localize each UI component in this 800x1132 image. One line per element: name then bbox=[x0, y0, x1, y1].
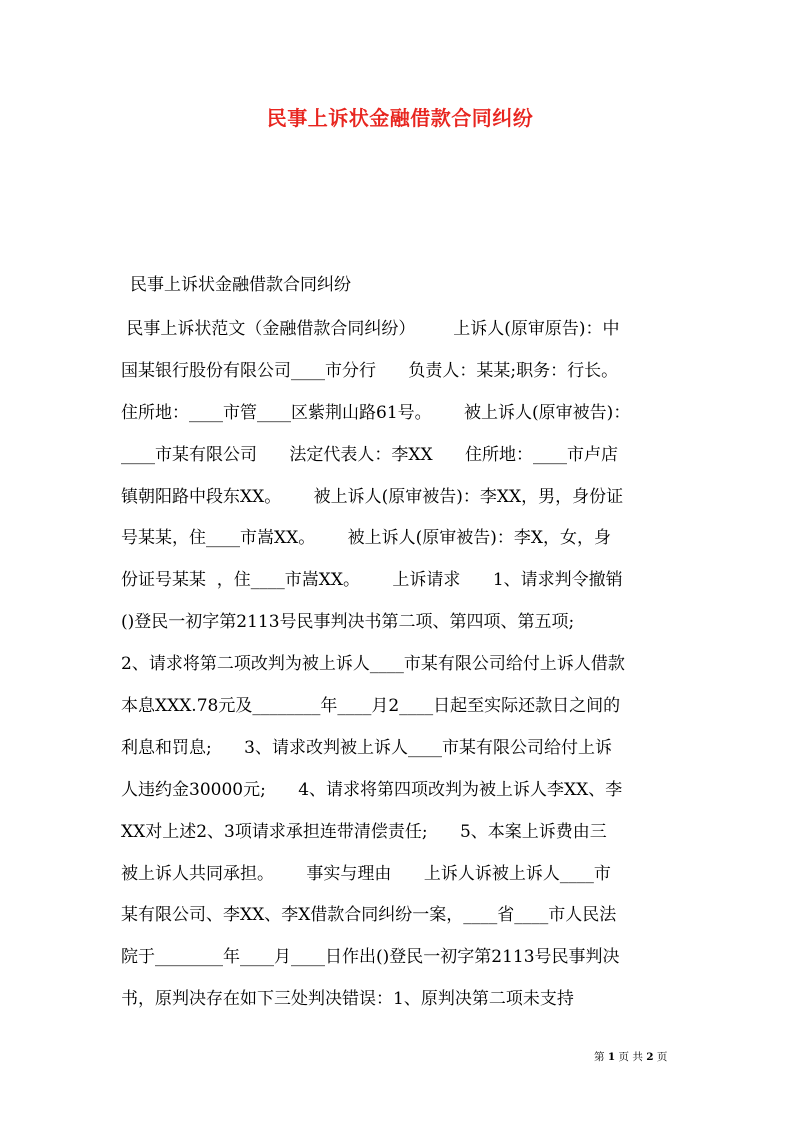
page-footer bbox=[594, 1050, 667, 1064]
body-line: 号某某，住____市嵩XX。 被上诉人(原审被告)：李X，女，身 bbox=[121, 528, 611, 549]
footer-suffix: 页 bbox=[656, 1051, 668, 1063]
body-line: 某有限公司、李XX、李X借款合同纠纷一案，____省____市人民法 bbox=[121, 905, 617, 926]
body-line: 本息XXX.78元及________年____月2____日起至实际还款日之间的 bbox=[121, 696, 621, 717]
body-line: 国某银行股份有限公司____市分行 负责人：某某;职务：行长。 bbox=[121, 360, 619, 381]
footer-current-page: 1 bbox=[607, 1051, 616, 1063]
body-line: XX对上述2、3项请求承担连带清偿责任; 5、本案上诉费由三 bbox=[121, 821, 607, 842]
body-line: 院于________年____月____日作出()登民一初字第2113号民事判决 bbox=[121, 947, 620, 968]
document-subheading: 民事上诉状金融借款合同纠纷 bbox=[130, 275, 351, 295]
body-line: ()登民一初字第2113号民事判决书第二项、第四项、第五项; bbox=[121, 612, 575, 633]
footer-middle: 页 共 bbox=[618, 1051, 643, 1063]
body-line: 2、请求将第二项改判为被上诉人____市某有限公司给付上诉人借款 bbox=[121, 654, 625, 675]
body-line: 利息和罚息; 3、请求改判被上诉人____市某有限公司给付上诉 bbox=[121, 737, 612, 758]
footer-total-pages: 2 bbox=[646, 1051, 654, 1063]
body-line: 份证号某某 ，住____市嵩XX。 上诉请求 1、请求判令撤销 bbox=[121, 570, 623, 591]
body-line: 人违约金30000元; 4、请求将第四项改判为被上诉人李XX、李 bbox=[121, 779, 623, 800]
document-body bbox=[121, 315, 691, 1027]
document-title: 民事上诉状金融借款合同纠纷 bbox=[266, 106, 534, 130]
body-line: 镇朝阳路中段东XX。 被上诉人(原审被告)：李XX，男，身份证 bbox=[121, 486, 624, 507]
body-line: ____市某有限公司 法定代表人：李XX 住所地：____市卢店 bbox=[121, 444, 619, 465]
body-line: 民事上诉状范文（金融借款合同纠纷） 上诉人(原审原告)：中 bbox=[121, 319, 620, 339]
footer-prefix: 第 bbox=[594, 1051, 605, 1063]
body-line: 被上诉人共同承担。 事实与理由 上诉人诉被上诉人____市 bbox=[121, 863, 611, 884]
body-line: 书，原判决存在如下三处判决错误：1、原判决第二项未支持 bbox=[121, 989, 574, 1010]
body-line: 住所地：____市管____区紫荆山路61号。 被上诉人(原审被告)： bbox=[121, 402, 631, 423]
